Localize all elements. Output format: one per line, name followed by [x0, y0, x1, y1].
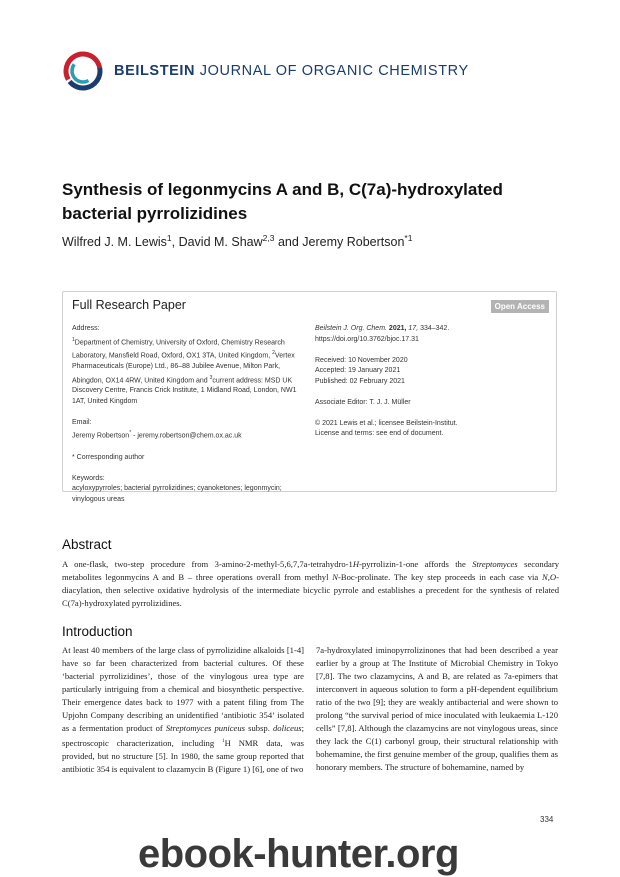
author-affiliation: *1: [404, 233, 413, 243]
beilstein-logo-icon: [62, 50, 104, 92]
citation-year: 2021,: [388, 325, 407, 332]
author-name: Wilfred J. M. Lewis: [62, 235, 167, 250]
article-info-box: [62, 291, 557, 503]
info-right-column: [315, 324, 550, 440]
corresponding-note: * Corresponding author: [72, 453, 145, 461]
address-text: [72, 335, 297, 408]
affiliation-marker: 2: [272, 350, 275, 357]
info-left-column: [72, 324, 297, 505]
abstract-segment: -diacylation, then selective oxidative hydrolysis of the intermediate bicyclic pyrrole and establishes a precedent for the synthesis of related C(7a)-hydroxylated pyrrolizidines.: [62, 572, 559, 608]
intro-italic: doliceus: [272, 723, 302, 733]
introduction-heading: Introduction: [62, 624, 133, 639]
received-date: Received: 10 November 2020: [315, 356, 408, 364]
journal-name-rest: JOURNAL OF ORGANIC CHEMISTRY: [199, 63, 469, 79]
corresponding-star: *: [129, 430, 132, 437]
intro-segment: H NMR data, was provided, but no structure [5]. In 1980, the same group reported that antibiotic 354 is equivalent to clazamycin B (Figure 1) [6], one of two: [62, 737, 304, 774]
keywords-text: acyloxypyrroles; bacterial pyrrolizidines; cyanoketones; legonmycin; vinylogous ureas: [72, 485, 282, 503]
intro-segment: ; spectroscopic characterization, including: [62, 723, 305, 748]
author-separator: ,: [171, 235, 179, 250]
introduction-left-column: [62, 644, 304, 776]
watermark: ebook-hunter.org: [138, 832, 459, 876]
email-label: Email:: [72, 418, 92, 426]
author-list: [62, 233, 412, 249]
abstract-italic: N: [332, 572, 338, 582]
published-date: Published: 02 February 2021: [315, 377, 405, 385]
affiliation-text: current address: MSD UK Discovery Centre, Francis Crick Institute, 1 Midland Road, London, NW1 1AT, United Kingdom: [72, 376, 297, 405]
intro-superscript: 1: [222, 739, 225, 744]
affiliation-marker: 1: [72, 336, 75, 343]
abstract-segment: -Boc-prolinate. The key step proceeds in each case via: [338, 572, 543, 582]
abstract-italic: N,O: [542, 572, 557, 582]
journal-name-bold: BEILSTEIN: [114, 63, 196, 79]
author-separator: and: [274, 235, 303, 250]
page-number: 334: [540, 815, 554, 824]
copyright: © 2021 Lewis et al.; licensee Beilstein-Institut.: [315, 419, 458, 427]
author-affiliation: 1: [166, 233, 172, 243]
author-affiliation: 2,3: [262, 233, 275, 243]
abstract-segment: A one-flask, two-step procedure from 3-amino-2-methyl-5,6,7,7a-tetrahydro-1: [62, 559, 353, 569]
keywords-label: Keywords:: [72, 474, 105, 482]
address-label: Address:: [72, 325, 100, 332]
introduction-right-column: 7a-hydroxylated iminopyrrolizinones that had been described a year earlier by a group at The Institute of Microbial Chemistry in Tokyo [7,8]. The two clazamycins, A and B, are related as 7a-epimers that interconvert in aqueous solution to form a pH-dependent equilibrium ratio of the two [9]; they are weakly antibacterial and were shown to prolong “the survival period of mice inoculated with leukaemia L-120 cells” [7,8]. Although the clazamycins are not vinylogous ureas, since they lack the C(1) carbonyl group, their structural relationship with bohemamine, the first genuine member of the group, qualifies them as honorary members. The structure of bohemamine, named by: [316, 645, 558, 772]
intro-segment: At least 40 members of the large class of pyrrolizidine alkaloids [1-4] have so far been characterized from bacterial cultures. Of these ‘bacterial pyrrolizidines’, those of the vinylogous urea type are particularly intriguing from a chemical and biosynthetic perspective. Their emergence dates back to 1977 with a patent filing from The Upjohn Company describing an unidentified ‘antibiotic 354’ isolated as a fermentation product of: [62, 645, 304, 733]
email-line: [72, 428, 297, 442]
associate-editor: Associate Editor: T. J. J. Müller: [315, 398, 411, 406]
abstract-italic: Streptomyces: [472, 559, 518, 569]
citation-volume: 17,: [408, 325, 419, 332]
citation: [315, 324, 550, 335]
article-title: Synthesis of legonmycins A and B, C(7a)-hydroxylated bacterial pyrrolizidines: [62, 180, 503, 223]
abstract-segment: -pyrrolizin-1-one affords the: [359, 559, 473, 569]
citation-journal: Beilstein J. Org. Chem.: [315, 325, 387, 332]
email-author: Jeremy Robertson: [72, 432, 130, 440]
email-address-link[interactable]: - jeremy.robertson@chem.ox.ac.uk: [131, 432, 242, 440]
abstract-italic: H: [352, 559, 360, 569]
affiliation-marker: 3: [209, 374, 213, 381]
paper-type: Full Research Paper: [72, 298, 186, 312]
doi-link[interactable]: https://doi.org/10.3762/bjoc.17.31: [315, 335, 419, 343]
abstract-segment: secondary metabolites legonmycins A and B – three operations overall from methyl: [62, 559, 559, 582]
abstract-heading: Abstract: [62, 537, 112, 552]
license-link[interactable]: License and terms: see end of document.: [315, 430, 444, 437]
accepted-date: Accepted: 19 January 2021: [315, 367, 401, 374]
open-access-badge[interactable]: Open Access: [491, 300, 549, 313]
citation-pages: 334–342.: [420, 325, 450, 332]
abstract-text: [62, 558, 559, 610]
author-name: David M. Shaw: [178, 235, 263, 250]
intro-italic: Streptomyces puniceus: [165, 723, 246, 733]
affiliation-text: Vertex Pharmaceuticals (Europe) Ltd., 86–88 Jubilee Avenue, Milton Park, Abingdon, OX14 4RW, United Kingdom and: [72, 352, 295, 384]
affiliation-text: Department of Chemistry, University of Oxford, Chemistry Research Laboratory, Mansfield Road, Oxford, OX1 3TA, United Kingdom,: [72, 338, 285, 360]
intro-segment: subsp.: [245, 723, 273, 733]
journal-name: [114, 63, 469, 79]
author-name: Jeremy Robertson: [302, 235, 405, 250]
journal-header: [62, 50, 469, 92]
